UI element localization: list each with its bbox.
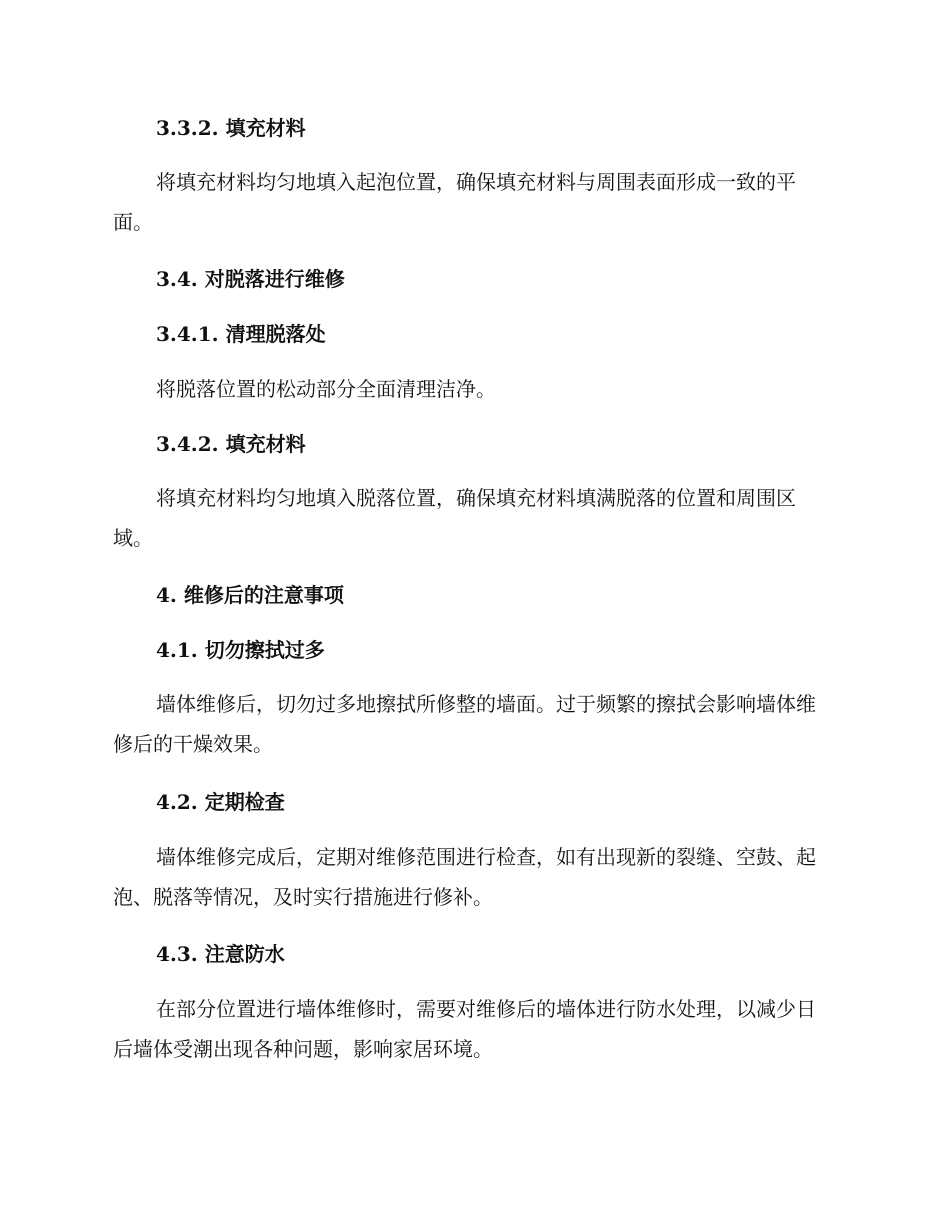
- heading-3-4: 3.4. 对脱落进行维修: [156, 267, 345, 291]
- heading-4-3: 4.3. 注意防水: [156, 942, 285, 966]
- paragraph-regular-check: 墙体维修完成后，定期对维修范围进行检查，如有出现新的裂缝、空鼓、起泡、脱落等情况，及时实行措施进行修补。: [113, 845, 816, 909]
- heading-3-3-2: 3.3.2. 填充材料: [156, 116, 306, 140]
- heading-3-4-1: 3.4.1. 清理脱落处: [156, 322, 326, 346]
- heading-4-2: 4.2. 定期检查: [156, 790, 285, 814]
- heading-3-4-2: 3.4.2. 填充材料: [156, 432, 306, 456]
- paragraph-fill-bubble: 将填充材料均匀地填入起泡位置，确保填充材料与周围表面形成一致的平面。: [113, 170, 796, 234]
- paragraph-waterproof: 在部分位置进行墙体维修时，需要对维修后的墙体进行防水处理，以减少日后墙体受潮出现各种问题，影响家居环境。: [113, 997, 816, 1061]
- heading-4: 4. 维修后的注意事项: [156, 583, 344, 607]
- paragraph-no-overwipe: 墙体维修后，切勿过多地擦拭所修整的墙面。过于频繁的擦拭会影响墙体维修后的干燥效果。: [113, 692, 816, 756]
- paragraph-fill-detached: 将填充材料均匀地填入脱落位置，确保填充材料填满脱落的位置和周围区域。: [113, 486, 796, 550]
- paragraph-clean-detached: 将脱落位置的松动部分全面清理洁净。: [156, 377, 496, 401]
- heading-4-1: 4.1. 切勿擦拭过多: [156, 638, 325, 662]
